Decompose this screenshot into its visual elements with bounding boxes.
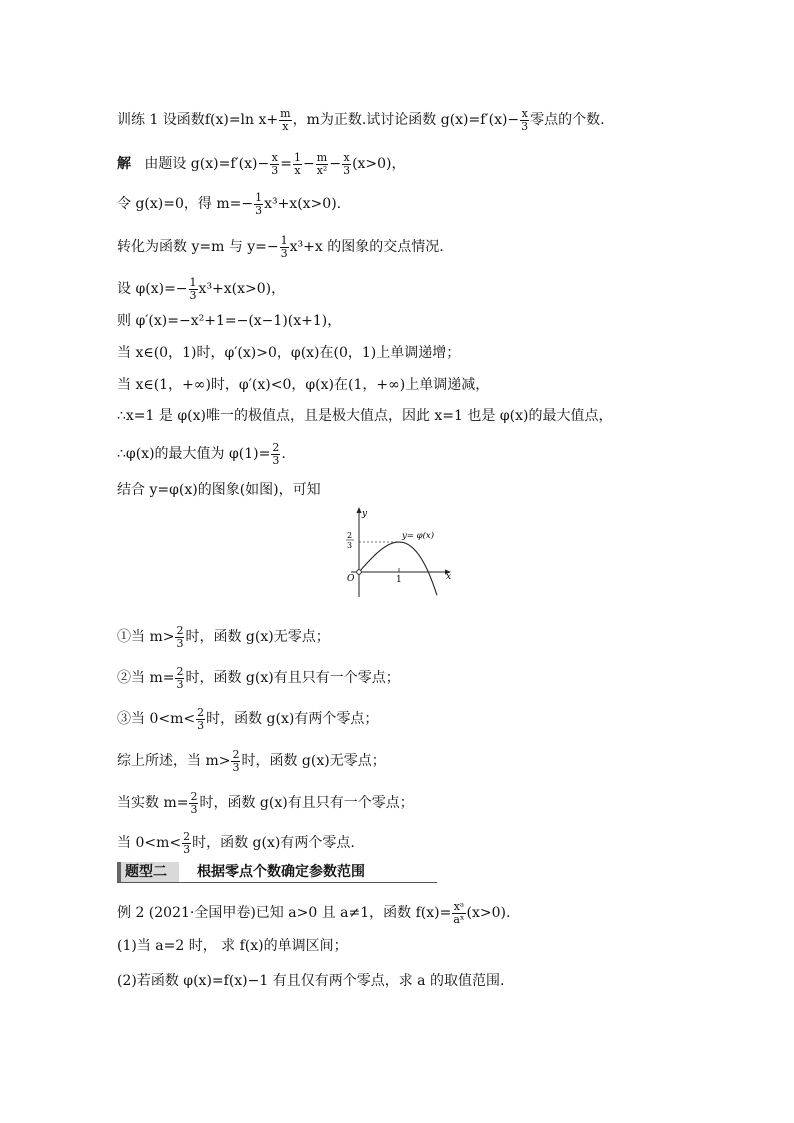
case-3: ③当 0<m< $\frac{2}{3}$ 时，函数 g(x)有两个零点； <box>117 706 379 732</box>
solution-line-2: 令 g(x)=0，得 m=− $\frac{1}{3}$ x³+x(x>0). <box>117 191 342 217</box>
example-2-question-1: (1)当 a=2 时， 求 f(x)的单调区间； <box>117 938 348 954</box>
y-axis-arrow <box>357 507 362 513</box>
solution-line-8: ∴x=1 是 φ(x)唯一的极值点，且是极大值点，因此 x=1 也是 φ(x)的最大值点， <box>117 408 613 424</box>
section-title: 根据零点个数确定参数范围 <box>197 864 365 880</box>
solution-line-3: 转化为函数 y=m 与 y=− $\frac{1}{3}$ x³+x 的图象的交点情况. <box>117 234 444 260</box>
x-axis-label: x <box>446 572 452 582</box>
fraction-m-over-x: $\frac{m}{x}$ <box>280 107 291 133</box>
summary-2: 当实数 m= $\frac{2}{3}$ 时，函数 g(x)有且只有一个零点； <box>117 790 414 816</box>
x-tick-label: 1 <box>396 575 402 585</box>
solution-line-7: 当 x∈(1，+∞)时，φ′(x)<0，φ(x)在(1，+∞)上单调递减， <box>117 377 490 393</box>
solution-label: 解 <box>117 156 131 173</box>
summary-1: 综上所述，当 m> $\frac{2}{3}$ 时，函数 g(x)无零点； <box>117 748 386 774</box>
case-2: ②当 m= $\frac{2}{3}$ 时，函数 g(x)有且只有一个零点； <box>117 665 400 691</box>
summary-3: 当 0<m< $\frac{2}{3}$ 时，函数 g(x)有两个零点. <box>117 830 355 856</box>
solution-line-4: 设 φ(x)=− $\frac{1}{3}$ x³+x(x>0)， <box>117 276 286 302</box>
example-2-statement: 例 2 (2021·全国甲卷)已知 a>0 且 a≠1，函数 f(x)= $\frac{\text{xᵃ}}{\text{aˣ}}$ (x>0). <box>117 900 511 926</box>
function-graph <box>335 505 460 600</box>
example-2-question-2: (2)若函数 φ(x)=f(x)−1 有且仅有两个零点，求 a 的取值范围. <box>117 973 505 989</box>
case-1: ①当 m> $\frac{2}{3}$ 时，函数 g(x)无零点； <box>117 624 330 650</box>
exercise-label: 训练 1 <box>117 112 159 129</box>
origin-label: O <box>347 574 355 584</box>
section-header <box>117 862 437 883</box>
solution-line-6: 当 x∈(0，1)时，φ′(x)>0，φ(x)在(0，1)上单调递增； <box>117 345 461 361</box>
curve-label: y= φ(x) <box>402 531 435 541</box>
solution-line-9: ∴φ(x)的最大值为 φ(1)= $\frac{2}{3}$ . <box>117 441 286 467</box>
exercise-statement: 训练 1 设函数f(x)=ln x+ $\frac{m}{x}$ ，m为正数.试讨论函数 g(x)=f′(x)− $\frac{x}{3}$ 零点的个数. <box>117 107 605 133</box>
section-tag: 题型二 <box>117 862 179 882</box>
y-axis-label: y <box>362 509 368 519</box>
fraction-x-over-3: $\frac{x}{3}$ <box>521 107 529 133</box>
curve-phi <box>359 542 437 595</box>
y-tick-denominator: 3 <box>347 541 353 550</box>
solution-line-5: 则 φ′(x)=−x²+1=−(x−1)(x+1)， <box>117 313 342 329</box>
origin-open-point <box>357 570 362 575</box>
y-tick-numerator: 2 <box>347 531 353 540</box>
solution-line-10: 结合 y=φ(x)的图象(如图)，可知 <box>117 482 321 498</box>
solution-line-1: 解 由题设 g(x)=f′(x)− $\frac{x}{3}$ = $\frac{1}{x}$ − $\frac{m}{\text{x²}}$ − $\frac{x}{3}$ (x>0)， <box>117 151 406 177</box>
